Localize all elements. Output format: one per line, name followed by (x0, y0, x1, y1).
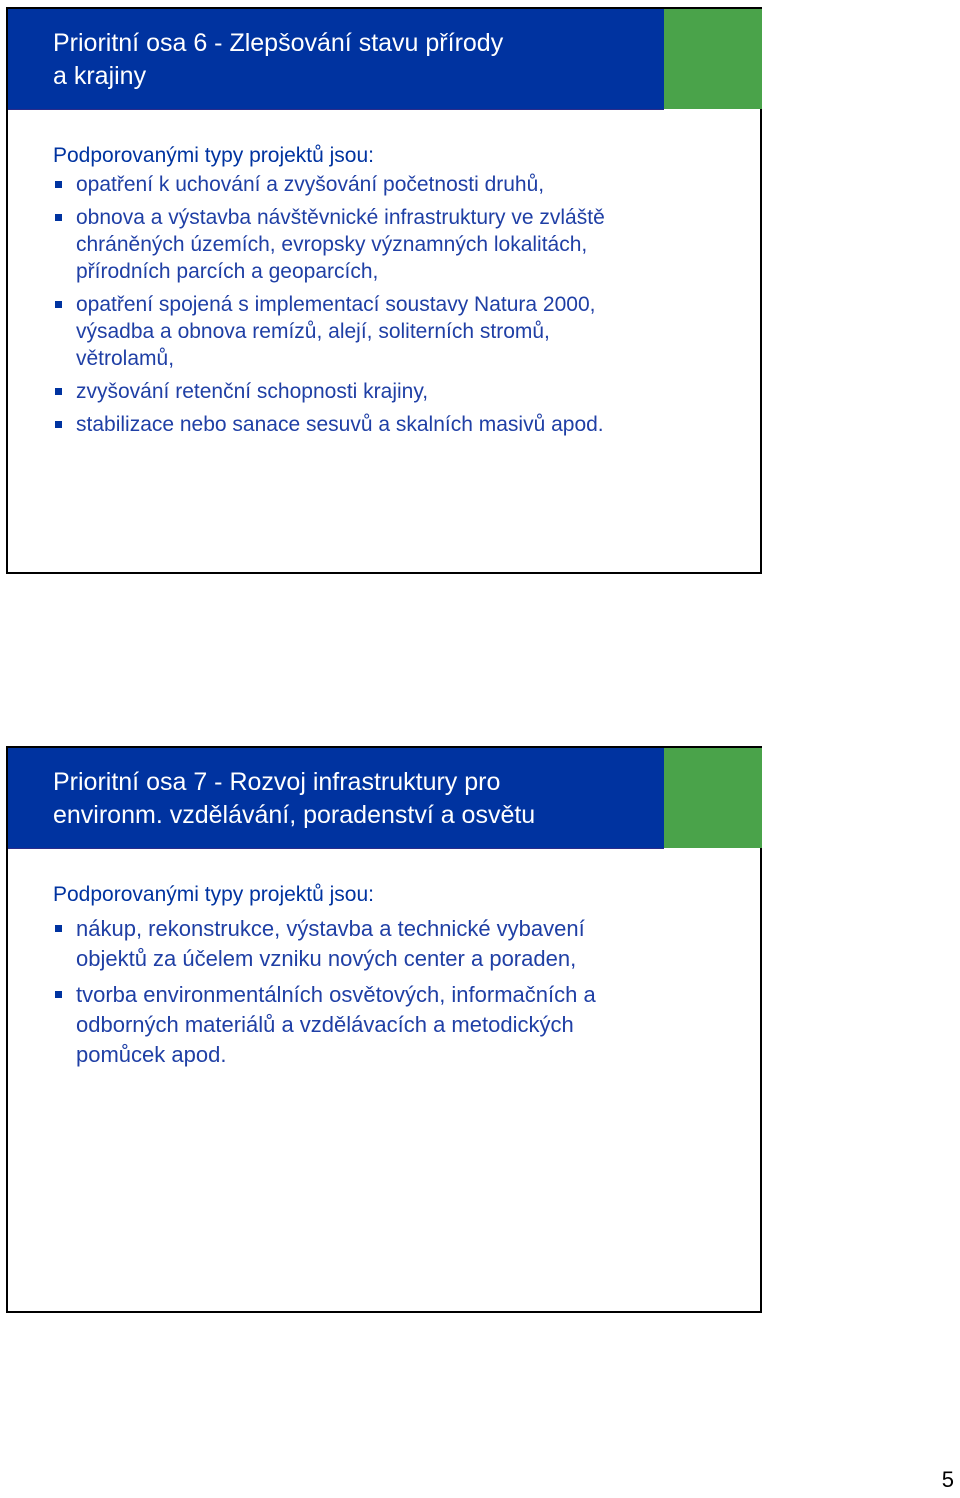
list-item-text: zvyšování retenční schopnosti krajiny, (76, 380, 429, 403)
list-item (53, 980, 743, 1070)
list-item (53, 291, 743, 372)
list-item (53, 914, 743, 974)
list-item (53, 204, 743, 285)
accent-block (664, 9, 762, 109)
list-item (53, 411, 743, 438)
slide-title-bar (8, 9, 664, 110)
list-item-text: stabilizace nebo sanace sesuvů a skalních masivů apod. (76, 413, 604, 436)
list-item-text: obnova a výstavba návštěvnické infrastruktury ve zvláště chráněných územích, evropsky významných lokalitách, přírodních parcích a geoparcích, (76, 206, 605, 283)
page-number: 5 (941, 1467, 954, 1492)
list-item-text: tvorba environmentálních osvětových, informačních a odborných materiálů a vzdělávacích a metodických pomůcek apod. (76, 982, 596, 1067)
square-bullet-icon (55, 181, 62, 188)
list-item-text: nákup, rekonstrukce, výstavba a technické vybavení objektů za účelem vzniku nových center a poraden, (76, 916, 585, 971)
list-item (53, 378, 743, 405)
accent-block (664, 748, 762, 848)
list-item-text: opatření k uchování a zvyšování početnosti druhů, (76, 173, 545, 196)
slide-title: Prioritní osa 6 - Zlepšování stavu přírody a krajiny (53, 29, 504, 90)
bullet-list (53, 171, 743, 438)
square-bullet-icon (55, 421, 62, 428)
square-bullet-icon (55, 991, 62, 998)
square-bullet-icon (55, 214, 62, 221)
section-heading: Podporovanými typy projektů jsou: (53, 144, 374, 167)
slide-1 (6, 7, 762, 574)
square-bullet-icon (55, 388, 62, 395)
slide-content (53, 141, 743, 444)
section-heading: Podporovanými typy projektů jsou: (53, 883, 374, 906)
square-bullet-icon (55, 301, 62, 308)
square-bullet-icon (55, 925, 62, 932)
slide-2 (6, 746, 762, 1313)
slide-content (53, 880, 743, 1076)
list-item (53, 171, 743, 198)
list-item-text: opatření spojená s implementací soustavy Natura 2000, výsadba a obnova remízů, alejí, soliterních stromů, větrolamů, (76, 293, 596, 370)
slide-title: Prioritní osa 7 - Rozvoj infrastruktury pro environm. vzdělávání, poradenství a osvětu (53, 768, 536, 829)
slide-title-bar (8, 748, 664, 849)
bullet-list (53, 914, 743, 1070)
